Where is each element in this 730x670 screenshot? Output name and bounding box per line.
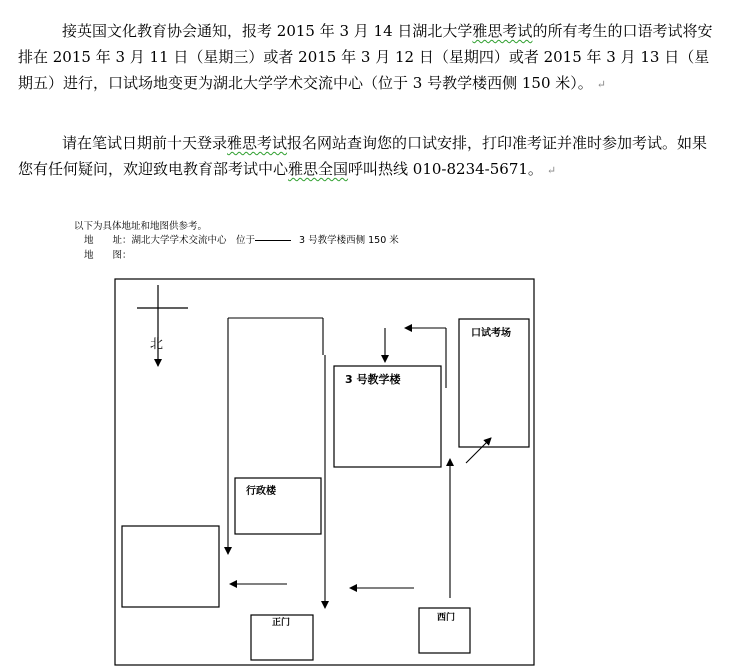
address-value: 湖北大学学术交流中心 位于 xyxy=(131,235,256,246)
admin-building-label: 行政楼 xyxy=(246,486,276,497)
map-label: 地 图： xyxy=(84,250,132,261)
address-label: 地 址： xyxy=(84,235,132,246)
proofing-underline: 雅思考试 xyxy=(472,22,533,40)
map-intro: 以下为具体地址和地图供参考。 xyxy=(74,221,208,232)
address-tail: 3 号教学楼西侧 150 米 xyxy=(299,235,399,246)
proofing-underline: 雅思全国 xyxy=(288,160,349,178)
notice-text-2: 请在笔试日期前十天登录雅思考试报名网站查询您的口试安排，打印准考证并准时参加考试。如果您有任何疑问，欢迎致电教育部考试中心雅思全国呼叫热线 010-8234-5671。 xyxy=(18,134,708,178)
proofing-underline: 雅思考试 xyxy=(227,134,288,152)
main-gate-label: 正门 xyxy=(272,618,291,628)
paragraph-mark-icon: ↵ xyxy=(596,78,606,91)
north-label: 北 xyxy=(150,337,164,352)
oral-exam-venue-label: 口试考场 xyxy=(471,328,511,339)
building-3-label: 3 号教学楼 xyxy=(345,373,401,386)
west-gate-label: 西门 xyxy=(437,613,456,623)
paragraph-mark-icon: ↵ xyxy=(546,164,557,177)
notice-text-1: 接英国文化教育协会通知，报考 2015 年 3 月 14 日湖北大学雅思考试的所有考生的口语考试将安排在 2015 年 3 月 11 日（星期三）或者 2015 年 3 月 12 日（星期四）或者 2015 年 3 月 13 日（星期五）进行，口试场地变更为湖北大学学术交流中心（位于 3 号教学楼西侧 150 米）。 xyxy=(18,22,713,92)
unlabeled-building xyxy=(122,526,219,607)
compass-icon xyxy=(137,285,188,366)
